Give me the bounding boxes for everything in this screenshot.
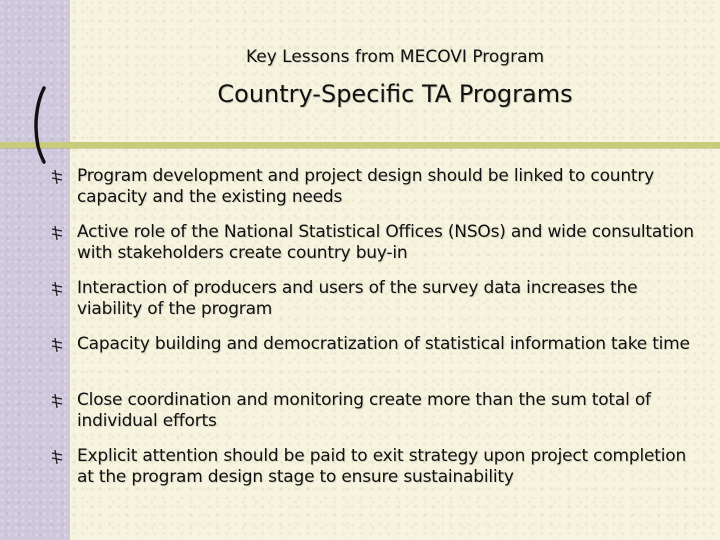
pushpin-bullet-icon: [50, 225, 64, 241]
slide-subtitle: Key Lessons from MECOVI Program: [245, 47, 545, 67]
list-item: [0, 222, 720, 278]
pushpin-bullet-icon: [50, 337, 64, 353]
pushpin-bullet-icon: [50, 169, 64, 185]
bullet-text: Close coordination and monitoring create more than the sum total of individual efforts: [77, 390, 651, 431]
list-item: [0, 446, 720, 502]
bullet-text: Capacity building and democratization of statistical information take time: [77, 334, 690, 354]
bullet-text: Interaction of producers and users of the survey data increases the viability of the program: [77, 278, 638, 319]
list-item: [0, 390, 720, 446]
list-item: [0, 278, 720, 334]
slide-title: Country-Specific TA Programs: [217, 80, 573, 108]
pushpin-bullet-icon: [50, 393, 64, 409]
bullet-text: Program development and project design should be linked to country capacity and the existing needs: [77, 166, 655, 207]
pushpin-bullet-icon: [50, 449, 64, 465]
pushpin-bullet-icon: [50, 281, 64, 297]
header-accent-bar: [0, 142, 720, 148]
bullet-list: [0, 166, 720, 502]
bullet-text: Explicit attention should be paid to exit strategy upon project completion at the program design stage to ensure sustainability: [77, 446, 687, 487]
list-item: [0, 166, 720, 222]
list-item: [0, 334, 720, 390]
bracket-icon: [28, 86, 68, 164]
bullet-text: Active role of the National Statistical Offices (NSOs) and wide consultation with stakeholders create country buy-in: [77, 222, 694, 263]
